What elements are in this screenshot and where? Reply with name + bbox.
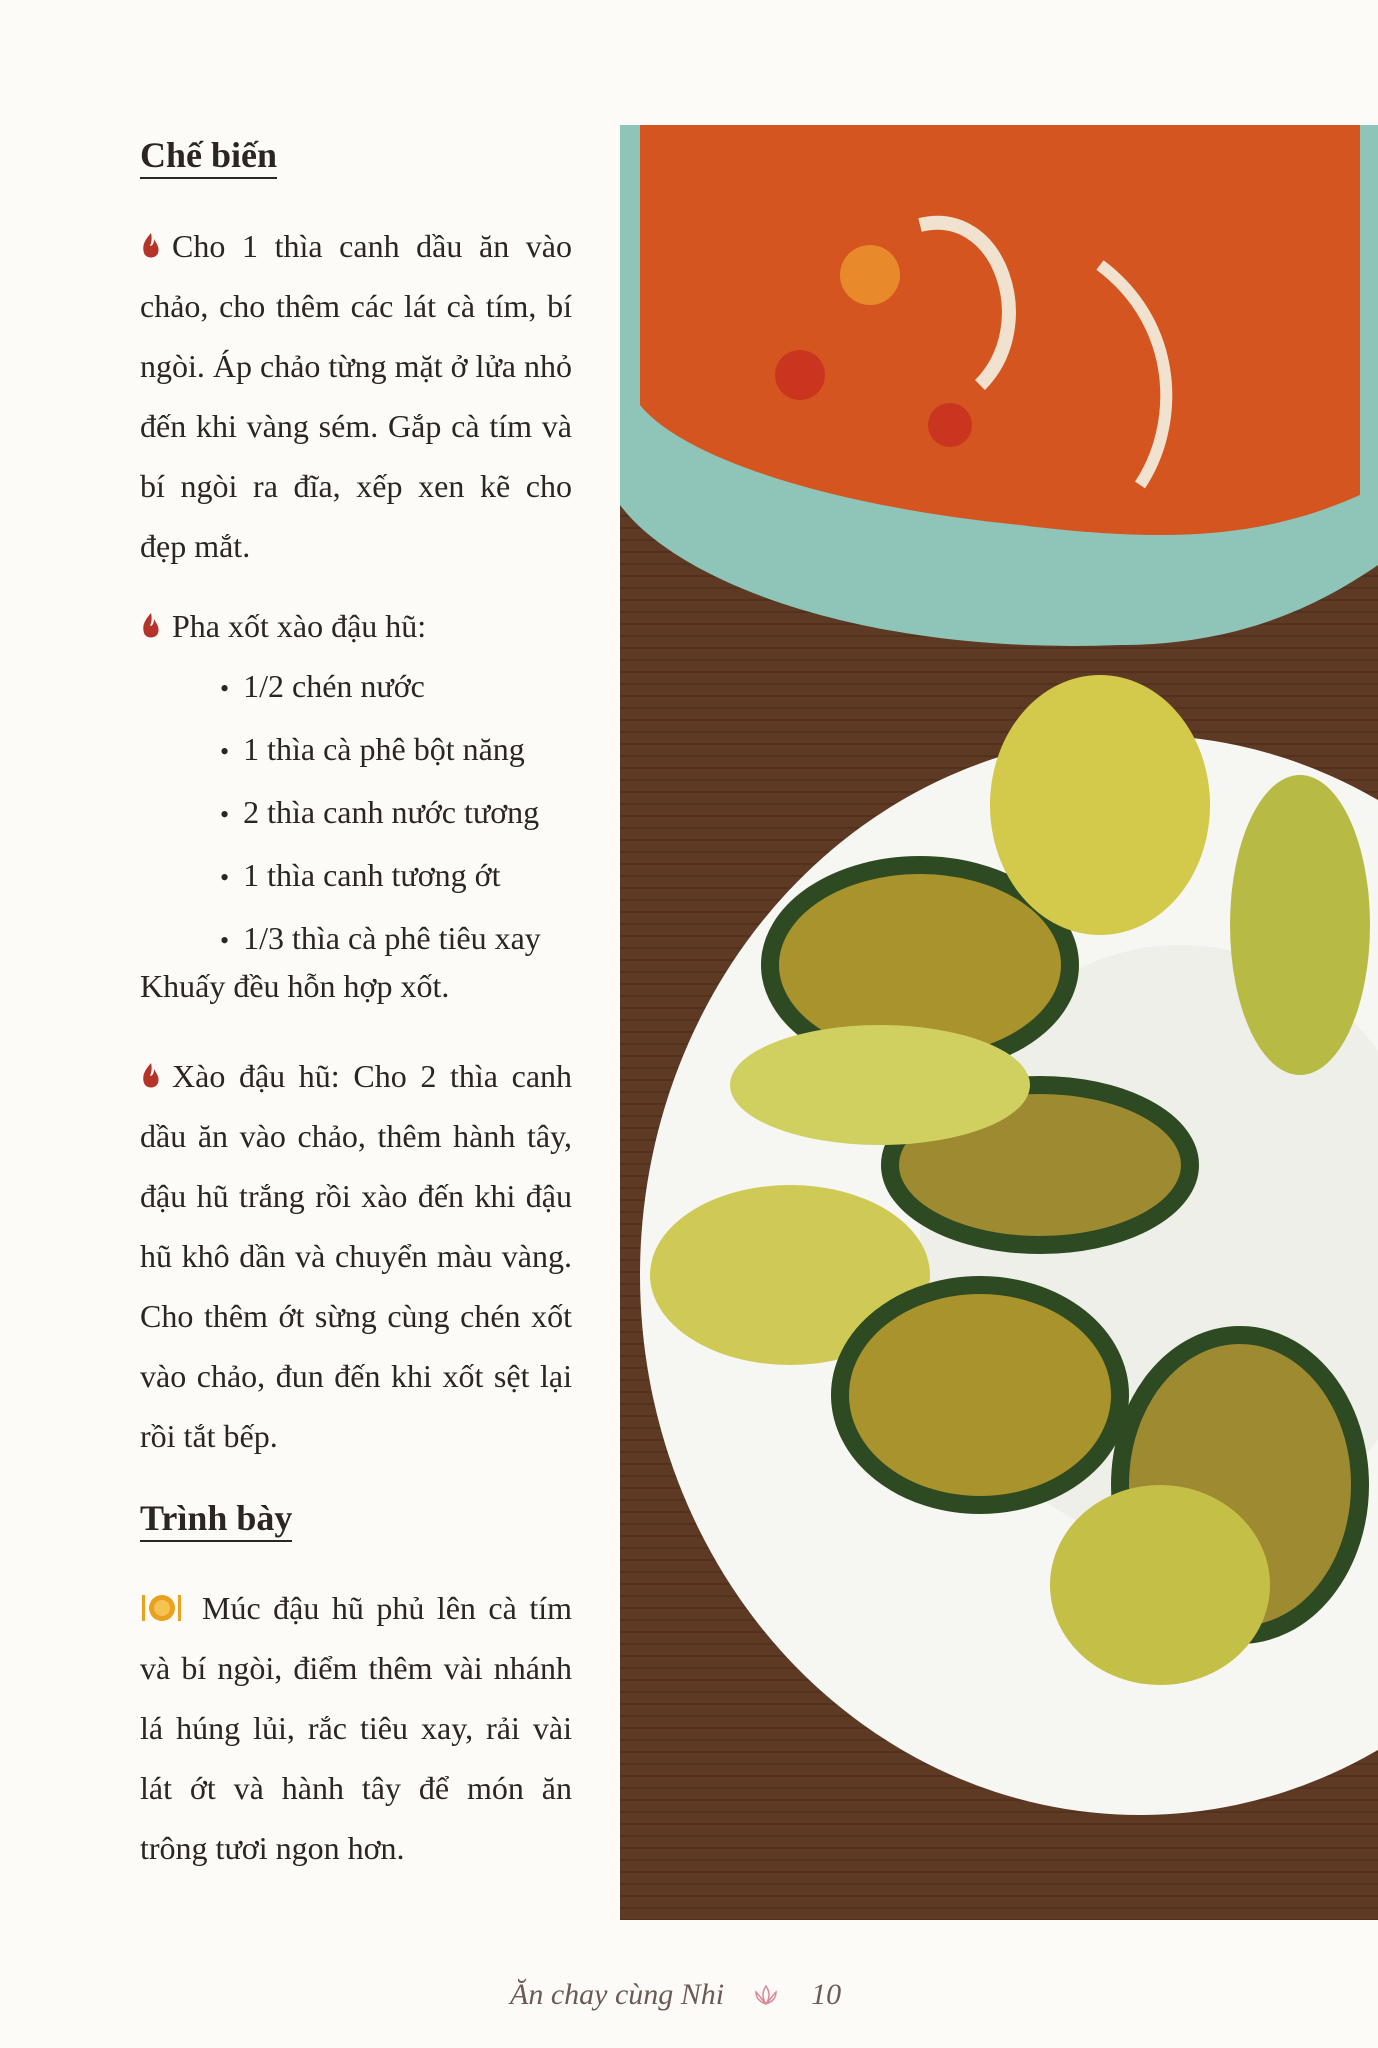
food-photo-illustration xyxy=(620,125,1378,1920)
section-heading-trinh-bay: Trình bày xyxy=(140,1496,292,1542)
step-2-title xyxy=(140,596,572,656)
list-item: • 2 thìa canh nước tương xyxy=(220,782,541,845)
list-item: • 1 thìa cà phê bột năng xyxy=(220,719,541,782)
plate-cutlery-icon xyxy=(140,1591,184,1625)
page-footer xyxy=(510,1978,841,2012)
step-3-title: Xào đậu hũ: xyxy=(172,1058,340,1094)
step-1-text: Cho 1 thìa canh dầu ăn vào chảo, cho thêm các lát cà tím, bí ngòi. Áp chảo từng mặt ở lửa nhỏ đến khi vàng sém. Gắp cà tím và bí ngòi ra đĩa, xếp xen kẽ cho đẹp mắt. xyxy=(140,228,572,564)
step-3-text: Cho 2 thìa canh dầu ăn vào chảo, thêm hành tây, đậu hũ trắng rồi xào đến khi đậu hũ khô dần và chuyển màu vàng. Cho thêm ớt sừng cùng chén xốt vào chảo, đun đến khi xốt sệt lại rồi tắt bếp. xyxy=(140,1058,573,1454)
step-1-paragraph xyxy=(140,216,572,576)
step-2-title-text: Pha xốt xào đậu hũ: xyxy=(172,608,427,644)
page-number: 10 xyxy=(811,1978,842,2011)
flame-icon xyxy=(140,611,162,641)
list-item: • 1/2 chén nước xyxy=(220,656,541,719)
presentation-paragraph xyxy=(140,1578,572,1878)
step-3-paragraph xyxy=(140,1046,572,1466)
section-heading-che-bien: Chế biến xyxy=(140,133,277,179)
presentation-text: Múc đậu hũ phủ lên cà tím và bí ngòi, điểm thêm vài nhánh lá húng lủi, rắc tiêu xay, rải vài lát ớt và hành tây để món ăn trông tươi ngon hơn. xyxy=(140,1590,572,1866)
sauce-ingredient-list xyxy=(220,656,541,971)
food-photo xyxy=(620,125,1378,1920)
step-2-after: Khuấy đều hỗn hợp xốt. xyxy=(140,968,450,1004)
book-title: Ăn chay cùng Nhi xyxy=(510,1978,725,2011)
flame-icon xyxy=(140,1061,162,1091)
list-item: • 1/3 thìa cà phê tiêu xay xyxy=(220,908,541,971)
lotus-icon xyxy=(748,1984,784,2006)
list-item: • 1 thìa canh tương ớt xyxy=(220,845,541,908)
flame-icon xyxy=(140,231,162,261)
